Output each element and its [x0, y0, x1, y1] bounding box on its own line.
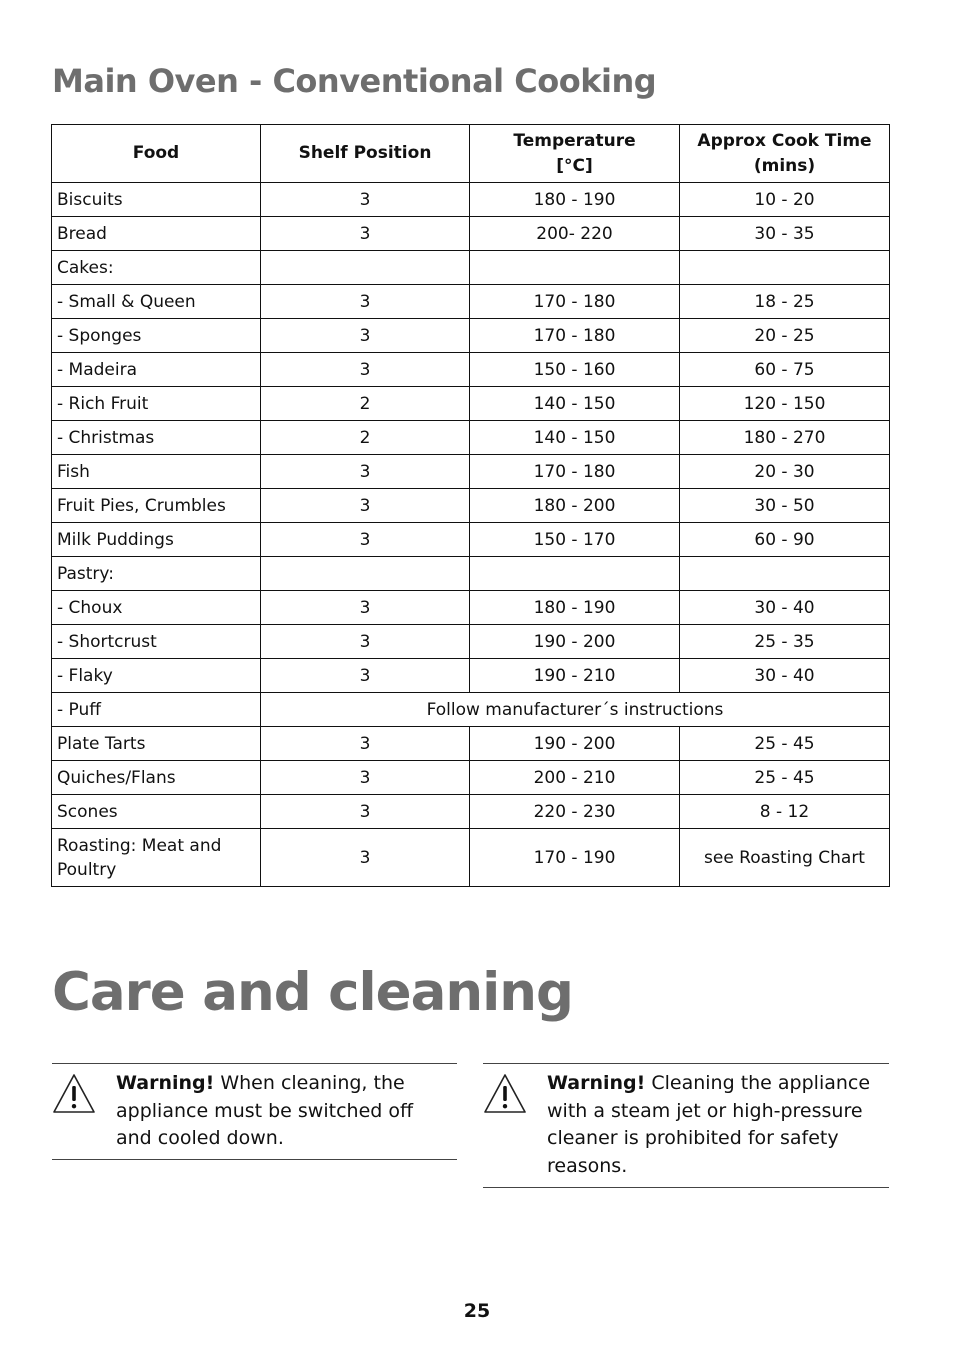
cell-shelf-position: 3	[261, 659, 470, 693]
table-row	[52, 625, 890, 659]
cell-cook-time: 8 - 12	[680, 795, 890, 829]
cell-food: Quiches/Flans	[52, 761, 261, 795]
cell-shelf-position: 3	[261, 455, 470, 489]
table-row	[52, 387, 890, 421]
cooking-table	[51, 124, 890, 887]
cell-cook-time: 30 - 35	[680, 217, 890, 251]
page-number: 25	[463, 1300, 491, 1322]
table-row	[52, 285, 890, 319]
cell-shelf-position: 3	[261, 625, 470, 659]
table-row	[52, 319, 890, 353]
cell-temperature: 180 - 200	[470, 489, 680, 523]
cell-temperature: 200- 220	[470, 217, 680, 251]
table-row	[52, 251, 890, 285]
cell-temperature: 140 - 150	[470, 421, 680, 455]
cell-cook-time: 30 - 50	[680, 489, 890, 523]
warning-box-1	[52, 1063, 457, 1160]
cell-cook-time	[680, 251, 890, 285]
cell-food: - Puff	[52, 693, 261, 727]
cell-cook-time	[680, 557, 890, 591]
cell-shelf-position: 3	[261, 795, 470, 829]
cell-temperature: 170 - 180	[470, 319, 680, 353]
warning-text-1	[116, 1070, 453, 1153]
cell-temperature	[470, 251, 680, 285]
warning-triangle-icon	[52, 1072, 96, 1116]
cell-temperature: 180 - 190	[470, 183, 680, 217]
table-row	[52, 353, 890, 387]
care-title: Care and cleaning	[52, 962, 573, 1023]
cell-note: Follow manufacturer´s instructions	[261, 693, 890, 727]
cell-shelf-position: 2	[261, 387, 470, 421]
header-cook-time-line2: (mins)	[753, 155, 816, 176]
cell-shelf-position: 2	[261, 421, 470, 455]
table-row	[52, 523, 890, 557]
cell-food: Fish	[52, 455, 261, 489]
cell-shelf-position	[261, 251, 470, 285]
table-row	[52, 455, 890, 489]
cell-shelf-position: 3	[261, 319, 470, 353]
cell-food: Biscuits	[52, 183, 261, 217]
warning-text-2	[547, 1070, 885, 1180]
cell-food: - Choux	[52, 591, 261, 625]
cell-cook-time: 10 - 20	[680, 183, 890, 217]
header-temperature-line1: Temperature	[513, 130, 636, 151]
table-body	[52, 183, 890, 887]
section-title: Main Oven - Conventional Cooking	[52, 62, 657, 100]
cell-food: - Sponges	[52, 319, 261, 353]
cell-cook-time: 20 - 25	[680, 319, 890, 353]
cell-food: - Rich Fruit	[52, 387, 261, 421]
cell-shelf-position: 3	[261, 183, 470, 217]
table-header-row	[52, 125, 890, 183]
cell-temperature: 150 - 170	[470, 523, 680, 557]
table-row	[52, 183, 890, 217]
cell-food: Scones	[52, 795, 261, 829]
cell-cook-time: 25 - 35	[680, 625, 890, 659]
cell-temperature: 180 - 190	[470, 591, 680, 625]
cell-temperature	[470, 557, 680, 591]
cell-cook-time: 30 - 40	[680, 659, 890, 693]
cell-temperature: 170 - 180	[470, 455, 680, 489]
cell-cook-time: see Roasting Chart	[680, 829, 890, 887]
cell-food: Bread	[52, 217, 261, 251]
cell-food: Plate Tarts	[52, 727, 261, 761]
cell-cook-time: 60 - 90	[680, 523, 890, 557]
table-row	[52, 761, 890, 795]
warning-label-2: Warning!	[547, 1072, 646, 1094]
warning-label-1: Warning!	[116, 1072, 215, 1094]
cell-temperature: 190 - 200	[470, 727, 680, 761]
cell-shelf-position: 3	[261, 829, 470, 887]
cell-cook-time: 20 - 30	[680, 455, 890, 489]
table-row	[52, 693, 890, 727]
cell-shelf-position: 3	[261, 727, 470, 761]
table-row	[52, 727, 890, 761]
cell-cook-time: 18 - 25	[680, 285, 890, 319]
cell-temperature: 170 - 190	[470, 829, 680, 887]
warning-body-1: When cleaning, the appliance must be switched off and cooled down.	[116, 1072, 414, 1149]
cell-food: - Shortcrust	[52, 625, 261, 659]
table-row	[52, 217, 890, 251]
header-shelf-position: Shelf Position	[261, 125, 470, 183]
cell-temperature: 150 - 160	[470, 353, 680, 387]
cell-food: - Small & Queen	[52, 285, 261, 319]
table-row	[52, 591, 890, 625]
cell-cook-time: 25 - 45	[680, 727, 890, 761]
cell-food: Cakes:	[52, 251, 261, 285]
cell-cook-time: 30 - 40	[680, 591, 890, 625]
header-cook-time-line1: Approx Cook Time	[697, 130, 872, 151]
warning-triangle-icon	[483, 1072, 527, 1116]
header-cook-time	[680, 125, 890, 183]
header-temperature	[470, 125, 680, 183]
cell-cook-time: 120 - 150	[680, 387, 890, 421]
cell-food: Milk Puddings	[52, 523, 261, 557]
cell-food: - Flaky	[52, 659, 261, 693]
cell-shelf-position	[261, 557, 470, 591]
table-row	[52, 421, 890, 455]
header-food: Food	[52, 125, 261, 183]
cell-shelf-position: 3	[261, 761, 470, 795]
cell-temperature: 220 - 230	[470, 795, 680, 829]
table-row	[52, 829, 890, 887]
warning-box-2	[483, 1063, 889, 1188]
cell-shelf-position: 3	[261, 353, 470, 387]
cell-food: Pastry:	[52, 557, 261, 591]
cell-shelf-position: 3	[261, 591, 470, 625]
cell-cook-time: 60 - 75	[680, 353, 890, 387]
cell-food: - Madeira	[52, 353, 261, 387]
cell-food: Fruit Pies, Crumbles	[52, 489, 261, 523]
cell-shelf-position: 3	[261, 489, 470, 523]
table-row	[52, 489, 890, 523]
cell-shelf-position: 3	[261, 523, 470, 557]
cell-shelf-position: 3	[261, 217, 470, 251]
cell-food: Roasting: Meat and Poultry	[52, 829, 261, 887]
cell-temperature: 200 - 210	[470, 761, 680, 795]
cell-temperature: 190 - 200	[470, 625, 680, 659]
header-temperature-line2: [°C]	[556, 155, 593, 176]
table-row	[52, 557, 890, 591]
warning-body-2: Cleaning the appliance with a steam jet or high-pressure cleaner is prohibited for safety reasons.	[547, 1072, 871, 1177]
table-row	[52, 795, 890, 829]
cell-cook-time: 180 - 270	[680, 421, 890, 455]
table-row	[52, 659, 890, 693]
cell-temperature: 170 - 180	[470, 285, 680, 319]
cell-food: - Christmas	[52, 421, 261, 455]
cell-temperature: 140 - 150	[470, 387, 680, 421]
cell-temperature: 190 - 210	[470, 659, 680, 693]
cell-shelf-position: 3	[261, 285, 470, 319]
cell-cook-time: 25 - 45	[680, 761, 890, 795]
